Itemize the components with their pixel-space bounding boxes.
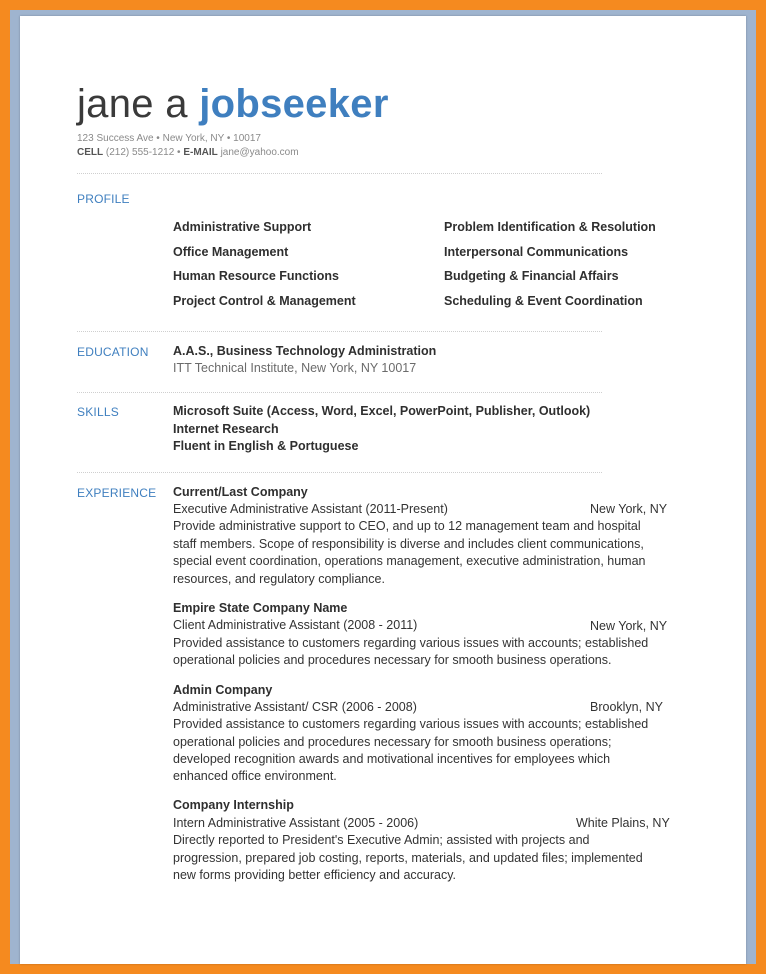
first-name: jane a	[77, 82, 200, 126]
last-name: jobseeker	[199, 82, 389, 126]
profile-skill: Human Resource Functions	[173, 269, 339, 283]
profile-skill: Budgeting & Financial Affairs	[444, 269, 619, 283]
job-company: Current/Last Company	[173, 485, 308, 499]
profile-skill: Project Control & Management	[173, 294, 356, 308]
divider	[77, 331, 602, 332]
job-title: Executive Administrative Assistant (2011-Present)	[173, 502, 448, 516]
education-school: ITT Technical Institute, New York, NY 10017	[173, 361, 417, 375]
skill-item: Fluent in English & Portuguese	[173, 439, 359, 453]
job-title: Administrative Assistant/ CSR (2006 - 2008)	[173, 700, 417, 714]
job-description-line: Provided assistance to customers regarding various issues with accounts; established	[173, 717, 649, 731]
job-company: Empire State Company Name	[173, 601, 348, 615]
experience-label: EXPERIENCE	[77, 486, 157, 500]
job-location: New York, NY	[590, 619, 668, 633]
profile-skill: Interpersonal Communications	[444, 245, 629, 259]
job-description-line: enhanced office environment.	[173, 769, 337, 783]
cell-label: CELL	[77, 147, 104, 158]
profile-skill: Administrative Support	[173, 220, 312, 234]
job-description-line: developed recognition awards and motivational incentives for employees which	[173, 752, 611, 766]
email-value: jane@yahoo.com	[220, 147, 299, 158]
education-degree: A.A.S., Business Technology Administration	[173, 344, 437, 358]
skills-label: SKILLS	[77, 405, 119, 419]
job-description-line: operational policies and procedures necessary for smooth business operations.	[173, 653, 612, 667]
address-line: 123 Success Ave • New York, NY • 10017	[77, 133, 261, 144]
job-location: White Plains, NY	[576, 816, 670, 830]
email-label: E-MAIL	[183, 147, 218, 158]
job-description-line: operational policies and procedures necessary for smooth business operations;	[173, 735, 612, 749]
job-description-line: Provided assistance to customers regarding various issues with accounts; established	[173, 636, 649, 650]
job-description-line: staff members. Scope of responsibility is diverse and includes client communications,	[173, 537, 644, 551]
cell-value: (212) 555-1212 •	[105, 147, 181, 158]
job-description-line: Provide administrative support to CEO, and up to 12 management team and hospital	[173, 519, 641, 533]
job-description-line: Directly reported to President's Executive Admin; assisted with projects and	[173, 833, 590, 847]
job-title: Client Administrative Assistant (2008 - 2011)	[173, 618, 418, 632]
job-description-line: resources, and regulatory compliance.	[173, 572, 385, 586]
profile-label: PROFILE	[77, 192, 130, 206]
applicant-name	[77, 82, 389, 127]
resume-page	[20, 16, 746, 964]
job-description-line: progression, prepared job costing, reports, materials, and updated files; implemented	[173, 851, 643, 865]
skill-item: Microsoft Suite (Access, Word, Excel, PowerPoint, Publisher, Outlook)	[173, 404, 591, 418]
job-title: Intern Administrative Assistant (2005 - 2006)	[173, 816, 419, 830]
skill-item: Internet Research	[173, 422, 279, 436]
divider	[77, 392, 602, 393]
profile-skill: Problem Identification & Resolution	[444, 220, 656, 234]
job-description-line: new forms providing better efficiency and accuracy.	[173, 868, 457, 882]
profile-skill: Office Management	[173, 245, 289, 259]
education-label: EDUCATION	[77, 345, 149, 359]
job-company: Admin Company	[173, 683, 273, 697]
job-location: Brooklyn, NY	[590, 700, 663, 714]
divider	[77, 173, 602, 174]
profile-skill: Scheduling & Event Coordination	[444, 294, 643, 308]
phone-email-line	[77, 147, 299, 158]
job-location: New York, NY	[590, 502, 668, 516]
job-description-line: special event coordination, operations management, executive administration, human	[173, 554, 646, 568]
job-company: Company Internship	[173, 798, 294, 812]
divider	[77, 472, 602, 473]
